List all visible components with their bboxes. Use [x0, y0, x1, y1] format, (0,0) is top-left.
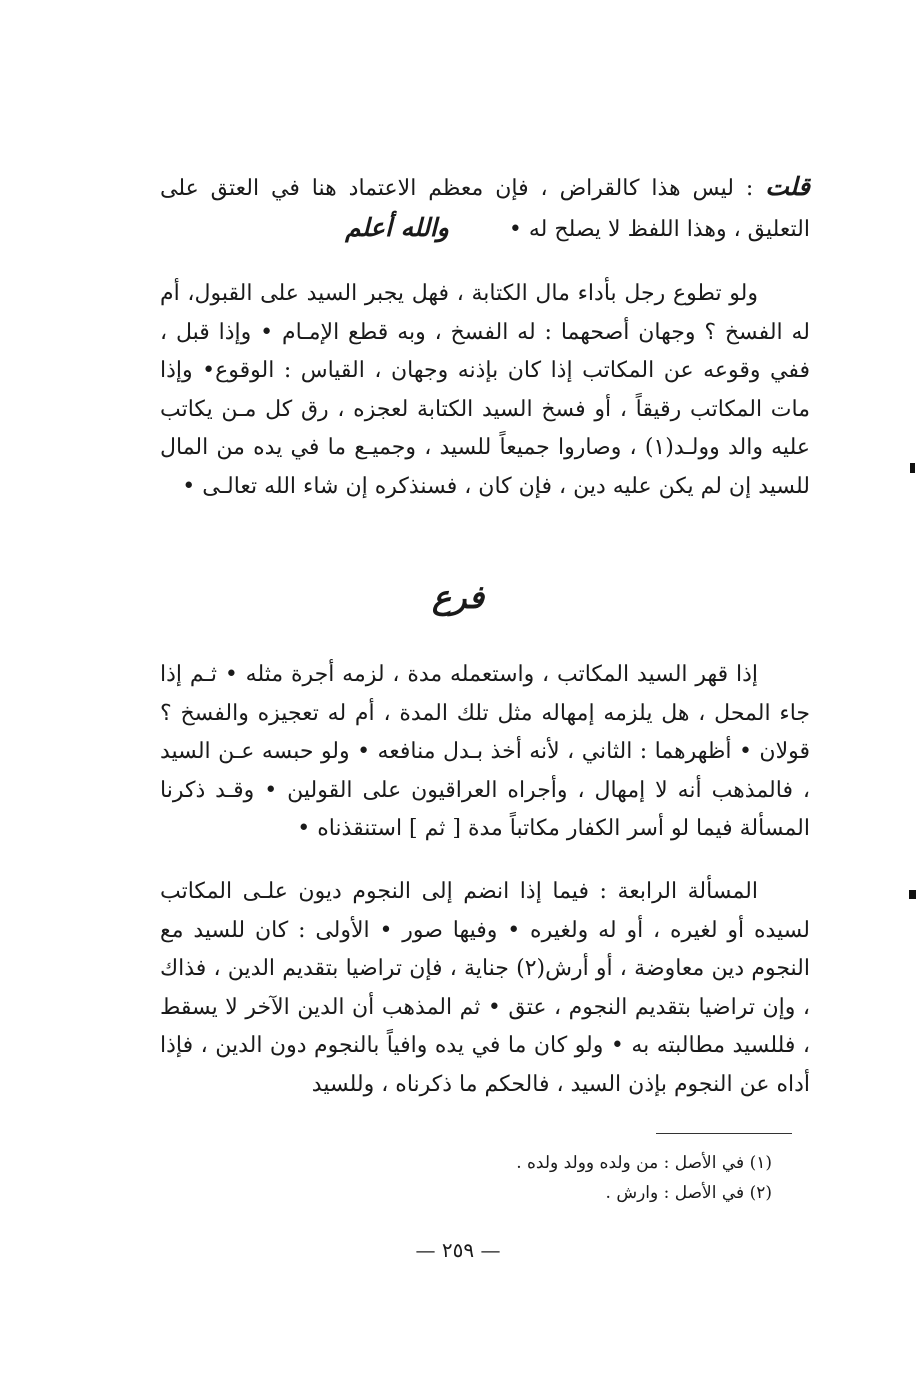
- closing-formula: والله أعلم: [345, 212, 449, 242]
- paragraph-qultu-text: : ليس هذا كالقراض ، فإن معظم الاعتماد هنا في العتق على التعليق ، وهذا اللفظ لا يصلح له •: [160, 176, 810, 242]
- paragraph-fourth-issue-text: المسألة الرابعة : فيما إذا انضم إلى النجوم ديون علـى المكاتب لسيده أو لغيره ، أو له ولغيره • وفيها صور • الأولى : كان للسيد مع النجوم دين معاوضة ، أو أرش(٢) جناية ، فإن تراضيا بتقديم الدين ، فذاك ، وإن تراضيا بتقديم النجوم ، عتق • ثم المذهب أن الدين الآخر لا يسقط ، فللسيد مطالبته به • ولو كان ما في يده وافياً بالنجوم دون الدين ، فإذا أداه عن النجوم بإذن السيد ، فالحكم ما ذكرناه ، وللسيد: [160, 879, 810, 1097]
- paragraph-voluntary-payment: [160, 275, 810, 507]
- paragraph-qultu: [160, 168, 810, 249]
- margin-mark: [909, 890, 916, 899]
- keyword-qultu: قلت: [765, 172, 810, 201]
- margin-mark: [910, 463, 915, 473]
- paragraph-coercion-text: إذا قهر السيد المكاتب ، واستعمله مدة ، لزمه أجرة مثله • ثـم إذا جاء المحل ، هل يلزمه إمهاله مثل تلك المدة ، أم له تعجيزه والفسخ ؟ قولان • أظهرهما : الثاني ، لأنه أخذ بـدل منافعه • ولو حبسه عـن السيد ، فالمذهب أنه لا إمهال ، وأجراه العراقيون على القولين • وقـد ذكرنا المسألة فيما لو أسر الكفار مكاتباً مدة [ ثم ] استنقذناه •: [160, 662, 810, 842]
- section-heading-far: فرع: [431, 578, 485, 616]
- paragraph-coercion: [160, 656, 810, 849]
- page-number: — ٢٥٩ —: [415, 1238, 501, 1262]
- paragraph-voluntary-payment-text: ولو تطوع رجل بأداء مال الكتابة ، فهل يجبر السيد على القبول، أم له الفسخ ؟ وجهان أصحهما : له الفسخ ، وبه قطع الإمـام • وإذا قبل ، ففي وقوعه عن المكاتب إذا كان بإذنه وجهان ، القياس : الوقوع• وإذا مات المكاتب رقيقاً ، أو فسخ السيد الكتابة لعجزه ، رق كل مـن يكاتب عليه والد وولـد(١) ، وصاروا جميعاً للسيد ، وجميـع ما في يده من المال للسيد إن لم يكن عليه دين ، فإن كان ، فسنذكره إن شاء الله تعالـى •: [160, 281, 810, 499]
- footnotes: [300, 1148, 772, 1208]
- paragraph-fourth-issue: [160, 873, 810, 1105]
- footnote-2: (٢) في الأصل : وارش .: [605, 1183, 772, 1203]
- footnote-divider: [656, 1133, 792, 1134]
- footnote-1: (١) في الأصل : من ولده وولد ولده .: [516, 1153, 772, 1173]
